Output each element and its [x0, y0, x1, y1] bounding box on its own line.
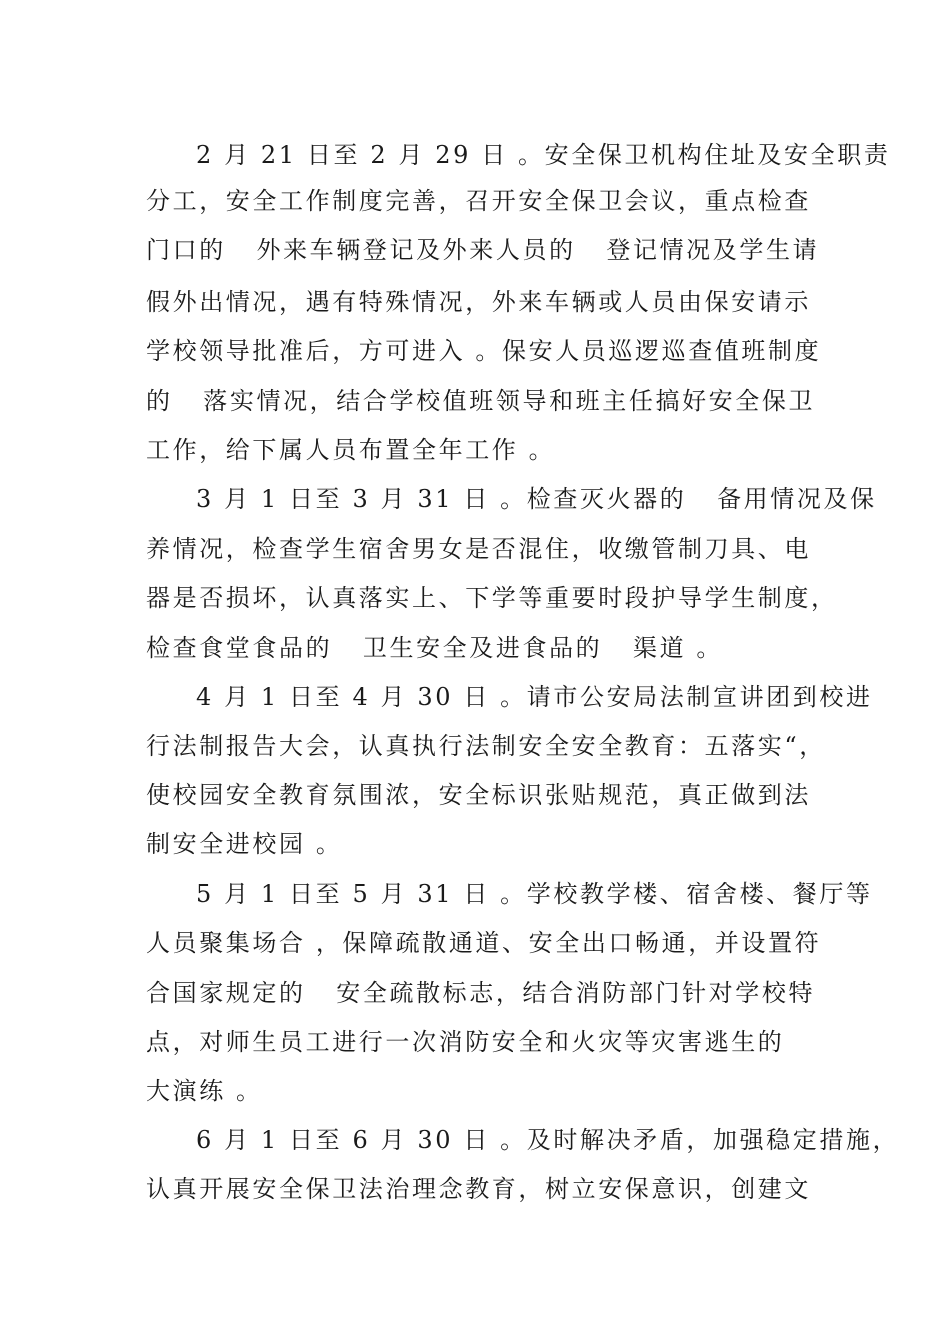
text-line: 检查食堂食品的 卫生安全及进食品的 渠道 。	[146, 634, 724, 662]
text-line: 分工，安全工作制度完善，召开安全保卫会议，重点检查	[146, 187, 811, 215]
text-line: 工作，给下属人员布置全年工作 。	[146, 436, 556, 464]
text-line: 养情况，检查学生宿舍男女是否混住，收缴管制刀具、电	[146, 535, 811, 563]
text-line: 行法制报告大会，认真执行法制安全安全教育：五落实“，	[146, 732, 826, 760]
text-line: 3 月 1 日至 3 月 31 日 。检查灭火器的 备用情况及保	[196, 485, 877, 513]
text-line: 制安全进校园 。	[146, 830, 343, 858]
text-line: 合国家规定的 安全疏散标志，结合消防部门针对学校特	[146, 979, 816, 1007]
text-line: 5 月 1 日至 5 月 31 日 。学校教学楼、宿舍楼、餐厅等	[196, 880, 873, 908]
text-line: 的 落实情况，结合学校值班领导和班主任搞好安全保卫	[146, 387, 816, 415]
text-line: 6 月 1 日至 6 月 30 日 。及时解决矛盾，加强稳定措施，	[196, 1126, 900, 1154]
text-line: 人员聚集场合 ，保障疏散通道、安全出口畅通，并设置符	[146, 929, 822, 957]
text-line: 门口的 外来车辆登记及外来人员的 登记情况及学生请	[146, 236, 820, 264]
text-line: 认真开展安全保卫法治理念教育，树立安保意识，创建文	[146, 1175, 811, 1203]
text-line: 学校领导批准后，方可进入 。保安人员巡逻巡查值班制度	[146, 337, 822, 365]
text-line: 大演练 。	[146, 1077, 263, 1105]
text-line: 点，对师生员工进行一次消防安全和火灾等灾害逃生的	[146, 1028, 785, 1056]
text-line: 2 月 21 日至 2 月 29 日 。安全保卫机构住址及安全职责	[196, 141, 891, 169]
text-line: 器是否损坏，认真落实上、下学等重要时段护导学生制度，	[146, 584, 838, 612]
text-line: 4 月 1 日至 4 月 30 日 。请市公安局法制宣讲团到校进	[196, 683, 873, 711]
text-line: 使校园安全教育氛围浓，安全标识张贴规范，真正做到法	[146, 781, 811, 809]
text-line: 假外出情况，遇有特殊情况，外来车辆或人员由保安请示	[146, 288, 811, 316]
